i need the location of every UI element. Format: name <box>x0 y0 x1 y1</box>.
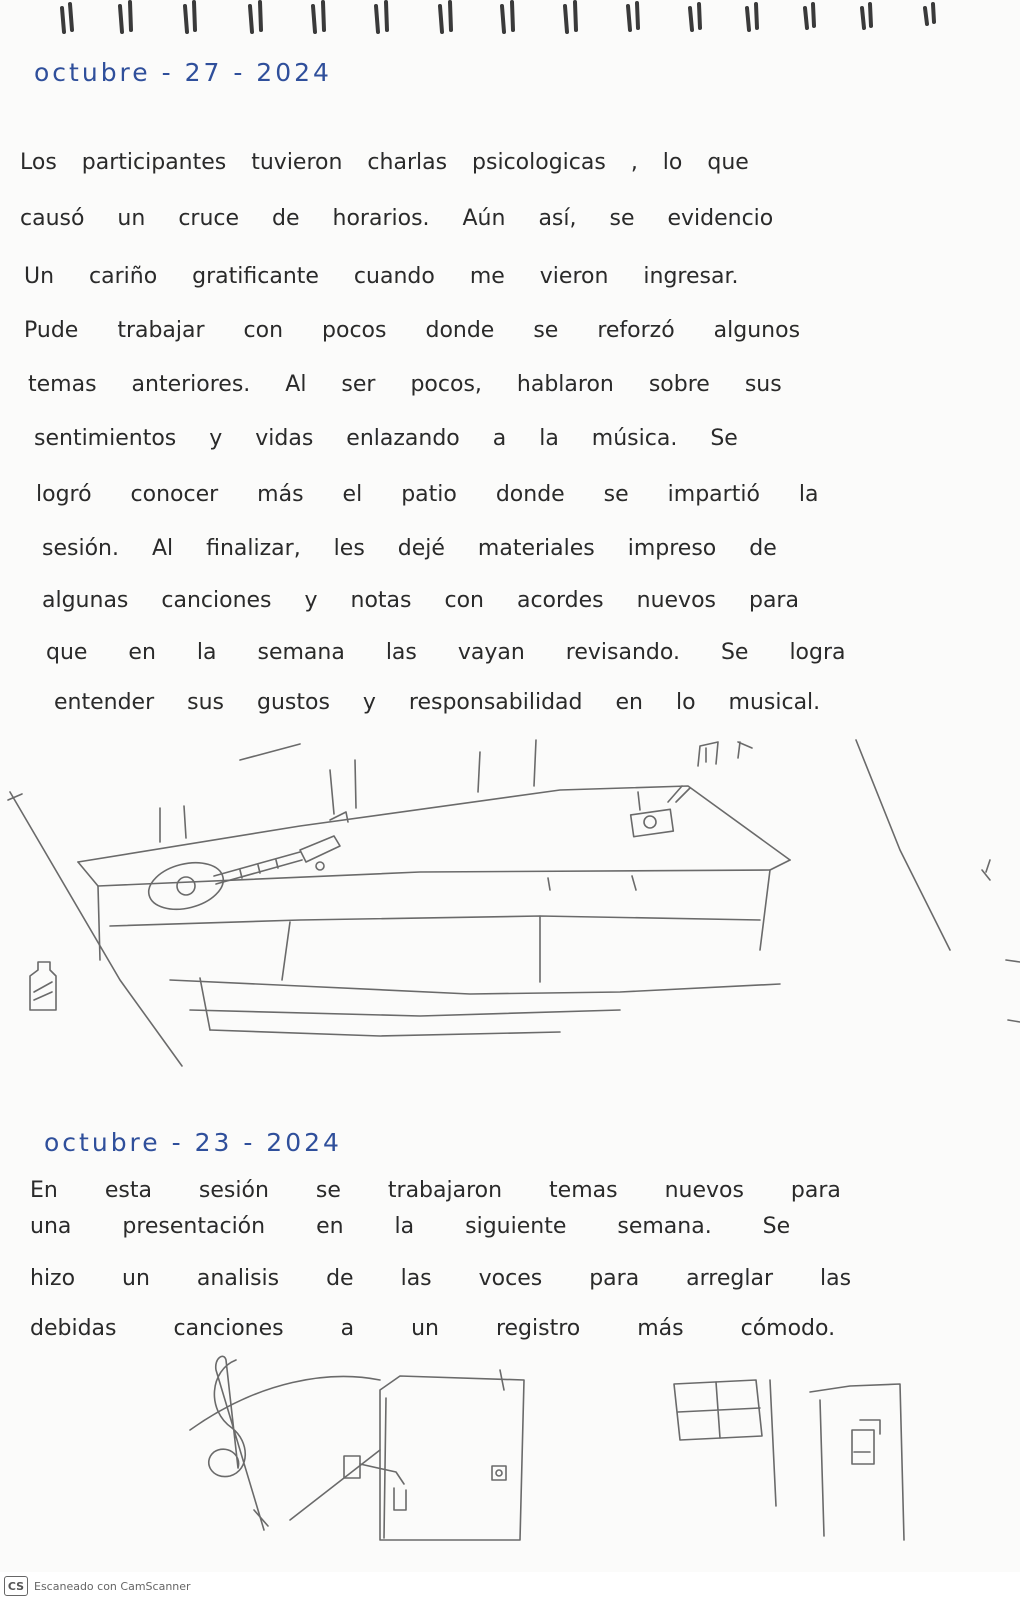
entry-line: entender sus gustos y responsabilidad en lo musical. <box>54 690 821 715</box>
entry-line: logró conocer más el patio donde se impartió la <box>36 482 819 507</box>
entry-line: que en la semana las vayan revisando. Se logra <box>46 640 846 665</box>
entry-line: Un cariño gratificante cuando me vieron ingresar. <box>24 264 739 289</box>
spiral-binding <box>0 0 1020 40</box>
entry-line: causó un cruce de horarios. Aún así, se evidencio <box>20 206 774 231</box>
entry-line: algunas canciones y notas con acordes nuevos para <box>42 588 799 613</box>
entry-line: sesión. Al finalizar, les dejé materiales impreso de <box>42 536 777 561</box>
entry-line: Los participantes tuvieron charlas psicologicas , lo que <box>20 150 749 175</box>
camscanner-logo: CS <box>4 1576 28 1596</box>
camscanner-watermark: Escaneado con CamScanner <box>34 1579 191 1593</box>
entry-line: hizo un analisis de las voces para arreglar las <box>30 1266 852 1291</box>
entry-date: octubre - 23 - 2024 <box>44 1128 342 1157</box>
entry-line: temas anteriores. Al ser pocos, hablaron sobre sus <box>28 372 782 397</box>
entry-line: Pude trabajar con pocos donde se reforzó algunos <box>24 318 801 343</box>
scanner-footer <box>0 1572 1020 1600</box>
sketch-patio-table <box>0 730 1020 1080</box>
sketch-music-room <box>0 1350 1020 1572</box>
entry-line: debidas canciones a un registro más cómodo. <box>30 1316 836 1341</box>
entry-line: una presentación en la siguiente semana. Se <box>30 1214 791 1239</box>
entry-date: octubre - 27 - 2024 <box>34 58 332 87</box>
entry-line: En esta sesión se trabajaron temas nuevos para <box>30 1178 841 1203</box>
entry-line: sentimientos y vidas enlazando a la música. Se <box>34 426 738 451</box>
